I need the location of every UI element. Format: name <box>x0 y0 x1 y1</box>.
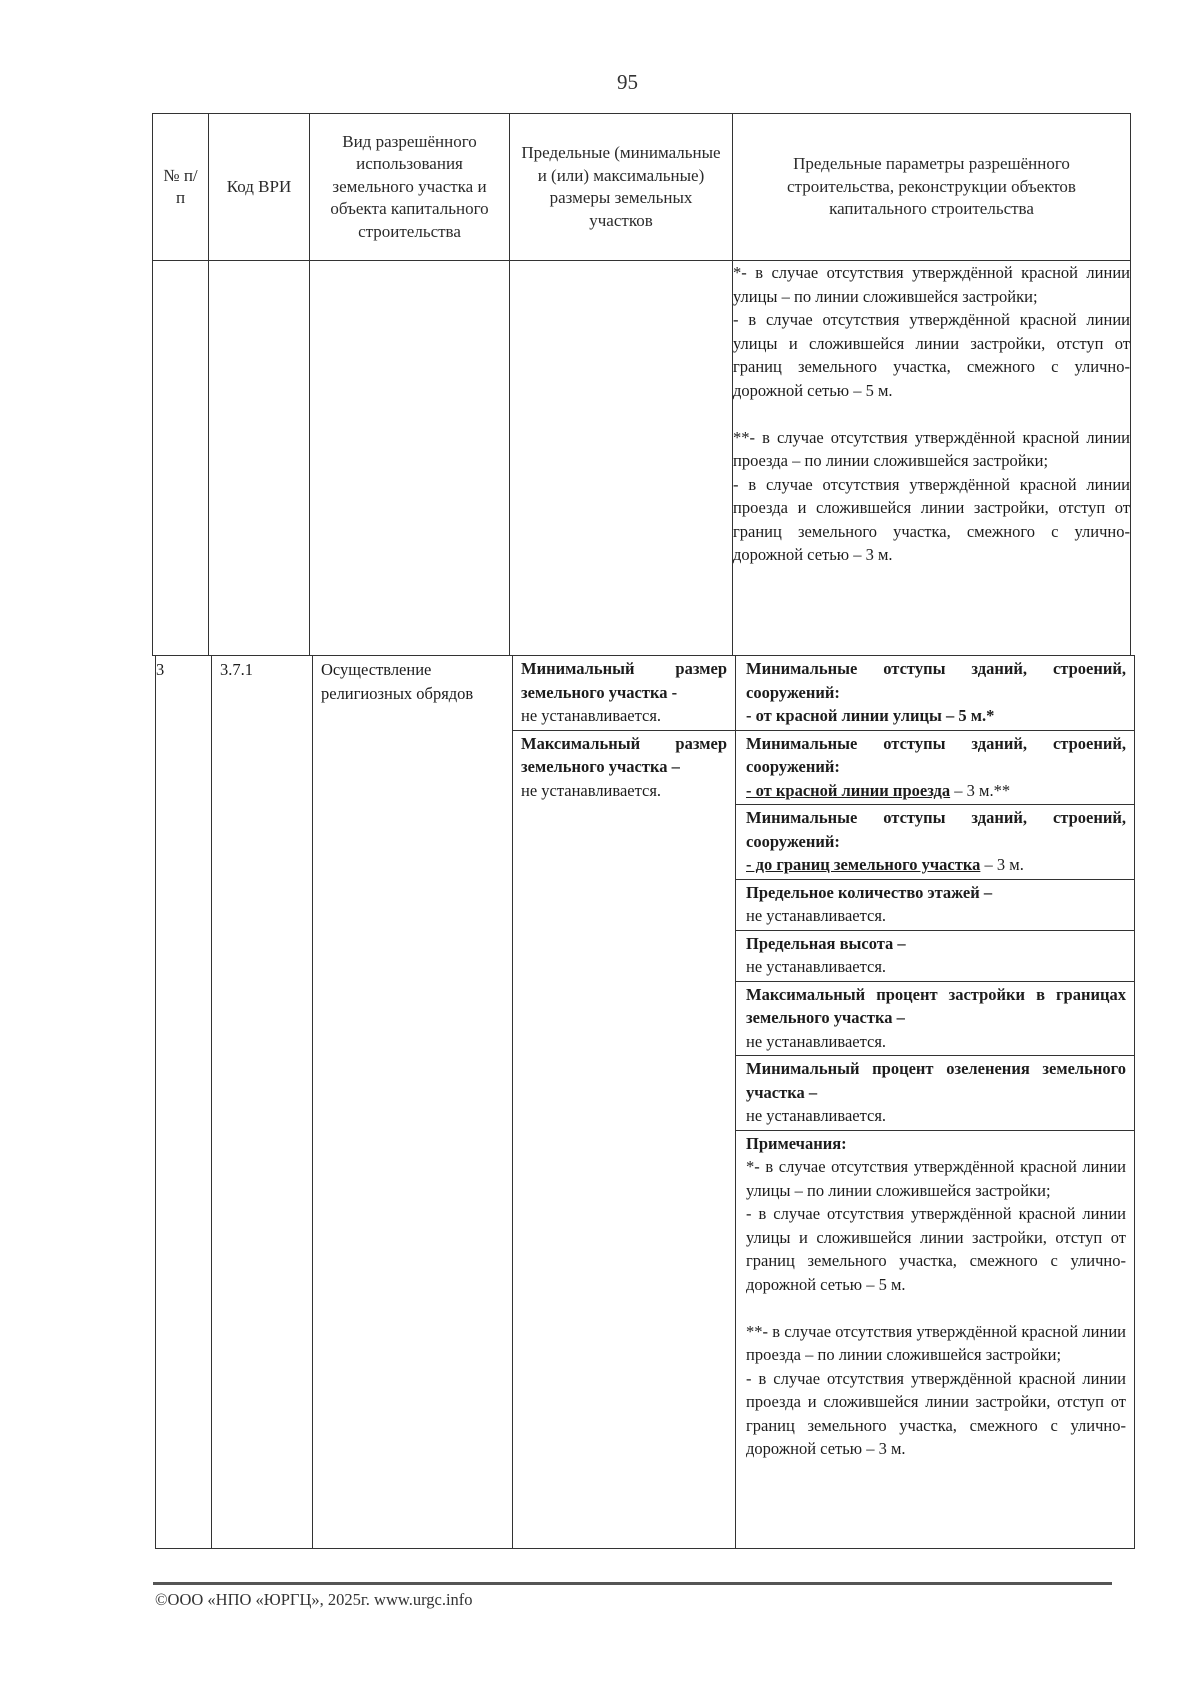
param-value-tail: – 3 м.** <box>950 780 1011 800</box>
footer-copyright: ©ООО «НПО «ЮРГЦ», 2025г. www.urgc.info <box>155 1590 473 1609</box>
param-value: - от красной линии улицы – 5 м.* <box>746 706 995 725</box>
header-plot-sizes: Предельные (минимальные и (или) максимальные) размеры земельных участков <box>510 114 733 261</box>
param-floors <box>736 880 1134 931</box>
header-number: № п/п <box>153 114 209 261</box>
continued-notes-cell <box>733 261 1131 656</box>
plot-sizes-cell <box>513 656 736 1549</box>
param-greening <box>736 1056 1134 1131</box>
param-building-coverage <box>736 982 1134 1057</box>
note-text: **- в случае отсутствия утверждённой красной линии проезда – по линии сложившейся застройки; <box>733 427 1130 470</box>
param-title: Предельная высота – <box>746 933 906 953</box>
cell-empty <box>310 261 510 656</box>
min-size-value: не устанавливается. <box>521 706 662 725</box>
note-text: *- в случае отсутствия утверждённой красной линии улицы – по линии сложившейся застройки; <box>746 1157 1126 1200</box>
notes-title: Примечания: <box>746 1133 847 1153</box>
building-params-cell <box>736 656 1135 1549</box>
note-text: *- в случае отсутствия утверждённой красной линии улицы – по линии сложившейся застройки; <box>733 263 1130 306</box>
row-number: 3 <box>156 656 212 1549</box>
row-code: 3.7.1 <box>212 656 313 1549</box>
max-size-value: не устанавливается. <box>521 780 662 800</box>
param-setback-street <box>736 656 1134 731</box>
param-value: не устанавливается. <box>746 906 887 925</box>
param-title: Минимальный процент озеленения земельного участка – <box>746 1059 1126 1102</box>
cell-empty <box>209 261 310 656</box>
notes-block <box>736 1131 1134 1549</box>
note-text: - в случае отсутствия утверждённой красной линии улицы и сложившейся линии застройки, отступ от границ земельного участка, смежного с улично-дорожной сетью – 5 м. <box>733 310 1130 400</box>
cell-empty <box>510 261 733 656</box>
param-title: Минимальные отступы зданий, строений, сооружений: <box>746 733 1126 776</box>
note-text: - в случае отсутствия утверждённой красной линии улицы и сложившейся линии застройки, отступ от границ земельного участка, смежного с улично-дорожной сетью – 5 м. <box>746 1204 1126 1294</box>
page-number: 95 <box>617 70 638 94</box>
param-value-tail: – 3 м. <box>980 855 1024 874</box>
note-text: - в случае отсутствия утверждённой красной линии проезда и сложившейся линии застройки, отступ от границ земельного участка, смежного с улично-дорожной сетью – 3 м. <box>746 1368 1126 1458</box>
header-use-type: Вид разрешённого использования земельного участка и объекта капитального строительства <box>310 114 510 261</box>
param-title: Минимальные отступы зданий, строений, сооружений: <box>746 808 1126 851</box>
table-header <box>152 113 1131 261</box>
param-height <box>736 931 1134 982</box>
min-plot-size <box>513 656 735 730</box>
param-setback-passage <box>736 731 1134 806</box>
param-value: не устанавливается. <box>746 1106 887 1125</box>
footer-divider <box>153 1582 1112 1585</box>
max-size-title: Максимальный размер земельного участка – <box>521 733 727 776</box>
table-row-3 <box>155 655 1135 1549</box>
header-code: Код ВРИ <box>209 114 310 261</box>
param-value: не устанавливается. <box>746 957 887 976</box>
param-setback-boundary <box>736 805 1134 880</box>
row-use-type: Осуществление религиозных обрядов <box>313 656 513 1549</box>
table-row-continued <box>152 260 1131 656</box>
param-value: не устанавливается. <box>746 1031 887 1051</box>
param-value: - от красной линии проезда <box>746 780 951 800</box>
max-plot-size <box>513 730 735 805</box>
note-text: - в случае отсутствия утверждённой красной линии проезда и сложившейся линии застройки, отступ от границ земельного участка, смежного с улично-дорожной сетью – 3 м. <box>733 474 1130 564</box>
param-title: Минимальные отступы зданий, строений, сооружений: <box>746 659 1126 702</box>
param-value: - до границ земельного участка <box>746 855 981 874</box>
param-title: Максимальный процент застройки в границах земельного участка – <box>746 984 1126 1027</box>
note-text: **- в случае отсутствия утверждённой красной линии проезда – по линии сложившейся застройки; <box>746 1321 1126 1364</box>
param-title: Предельное количество этажей – <box>746 882 993 902</box>
header-building-params: Предельные параметры разрешённого строительства, реконструкции объектов капитального строительства <box>733 114 1131 261</box>
min-size-title: Минимальный размер земельного участка - <box>521 659 727 702</box>
cell-empty <box>153 261 209 656</box>
